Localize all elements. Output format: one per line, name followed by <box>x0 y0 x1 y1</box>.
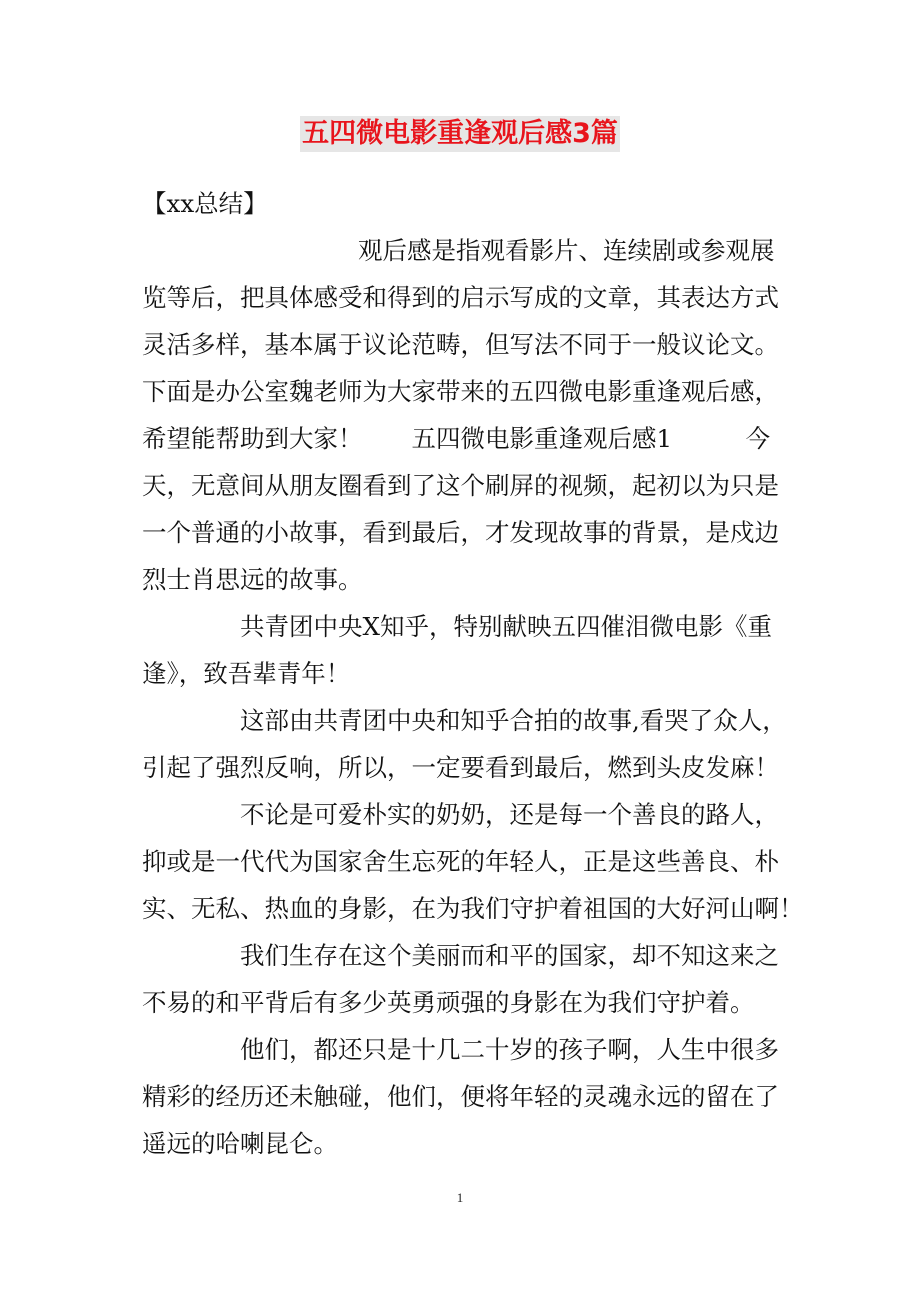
text-line: 他们，都还只是十几二十岁的孩子啊，人生中很多 <box>240 1035 779 1064</box>
text-line: 我们生存在这个美丽而和平的国家，却不知这来之 <box>240 941 779 970</box>
text-line: 不论是可爱朴实的奶奶，还是每一个善良的路人， <box>240 800 779 829</box>
text-line: 这部由共青团中央和知乎合拍的故事,看哭了众人， <box>240 706 787 735</box>
text-line: 引起了强烈反响，所以，一定要看到最后，燃到头皮发麻！ <box>142 753 779 782</box>
document-body <box>142 180 804 1167</box>
text-line: 下面是办公室魏老师为大家带来的五四微电影重逢观后感， <box>142 377 779 406</box>
text-line: 烈士肖思远的故事。 <box>142 565 363 594</box>
text-line: 遥远的哈喇昆仑。 <box>142 1129 338 1158</box>
paragraph <box>142 697 788 791</box>
text-line: 逢》，致吾辈青年！ <box>142 659 351 688</box>
text-line: 观后感是指观看影片、连续剧或参观展 <box>358 236 775 265</box>
page-number: 1 <box>456 1190 464 1205</box>
text-line: 一个普通的小故事，看到最后，才发现故事的背景，是戍边 <box>142 518 779 547</box>
paragraph <box>142 932 788 1026</box>
paragraph <box>142 1026 788 1167</box>
category-tag: 【xx总结】 <box>142 189 268 218</box>
text-line: 天，无意间从朋友圈看到了这个刷屏的视频，起初以为只是 <box>142 471 779 500</box>
text-line: 抑或是一代代为国家舍生忘死的年轻人，正是这些善良、朴 <box>142 847 779 876</box>
text-line: 精彩的经历还未触碰，他们，便将年轻的灵魂永远的留在了 <box>142 1082 779 1111</box>
text-line: 共青团中央X知乎，特别献映五四催泪微电影《重 <box>240 612 772 641</box>
title-container <box>0 116 920 152</box>
text-line: 灵活多样，基本属于议论范畴，但写法不同于一般议论文。 <box>142 330 779 359</box>
text-line: 览等后，把具体感受和得到的启示写成的文章，其表达方式 <box>142 283 779 312</box>
intro-paragraph <box>142 227 788 603</box>
paragraph <box>142 603 788 697</box>
text-line: 希望能帮助到大家！ 五四微电影重逢观后感1 今 <box>142 424 771 453</box>
text-line: 不易的和平背后有多少英勇顽强的身影在为我们守护着。 <box>142 988 755 1017</box>
document-title: 五四微电影重逢观后感3篇 <box>300 116 620 152</box>
paragraph <box>142 791 804 932</box>
text-line: 实、无私、热血的身影，在为我们守护着祖国的大好河山啊！ <box>142 894 804 923</box>
